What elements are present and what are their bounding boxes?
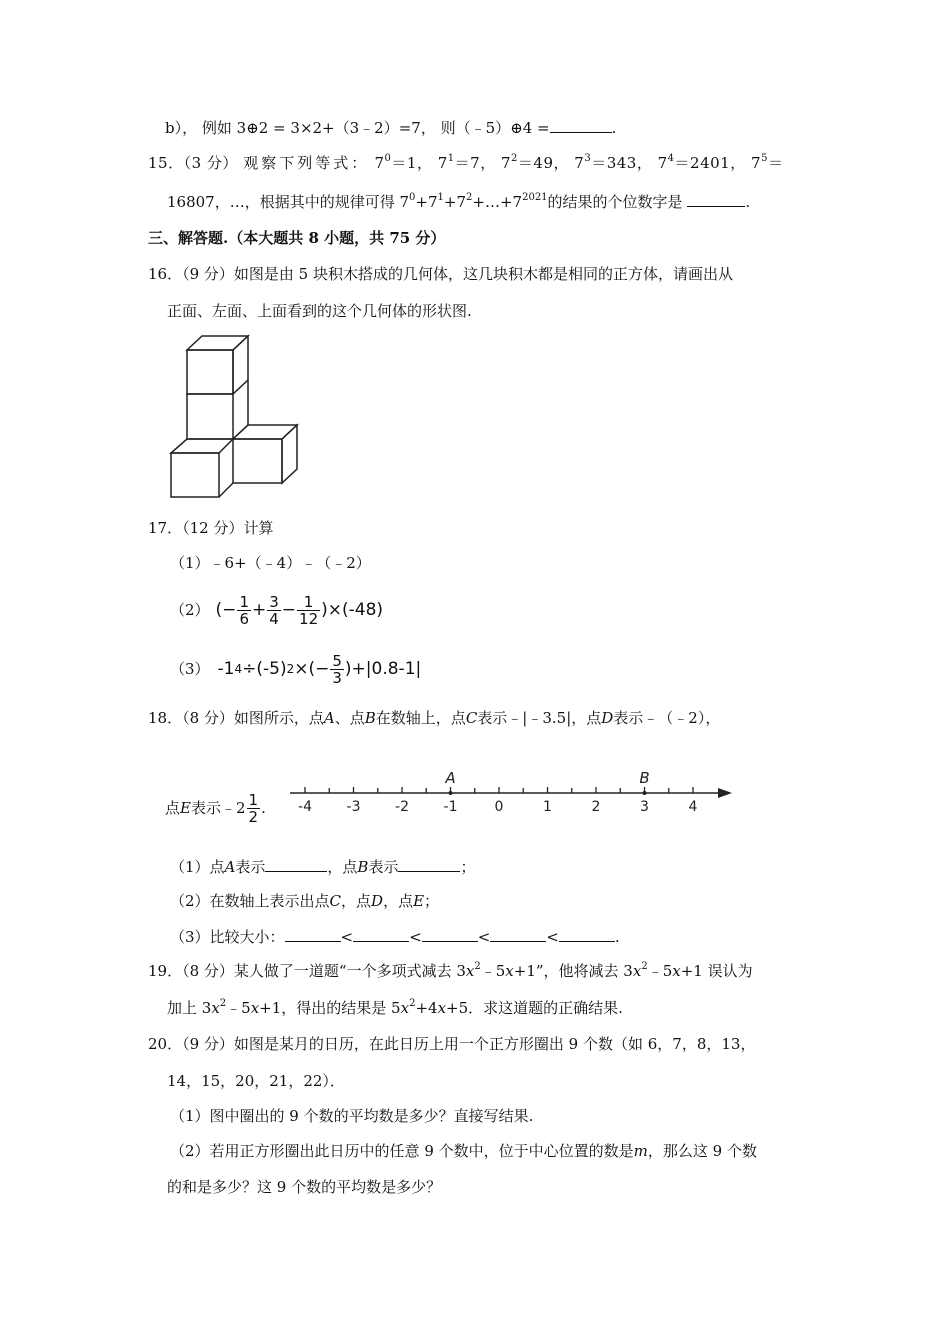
q18-part-2: （2）在数轴上表示出点C，点D，点E； (170, 892, 440, 910)
q15-line-2: 16807，…，根据其中的规律可得 $7^0+7^1+7^2+\dots+7^{2021}$的结果的个位数字是 . (167, 192, 751, 211)
axis-arrow (718, 788, 732, 798)
fraction: $\frac{1}{2}$ (248, 790, 259, 826)
q16-line-1: 16．（9 分）如图是由 5 块积木搭成的几何体，这几块积木都是相同的正方体，请画出从 (148, 265, 733, 283)
fraction: $\frac{1}{6}$ (239, 592, 249, 628)
point-b-label: B (639, 769, 650, 787)
q20-part-2: （2）若用正方形圈出此日历中的任意 9 个数中，位于中心位置的数是m，那么这 9 个数 (170, 1142, 757, 1160)
q20-line-1: 20．（9 分）如图是某月的日历，在此日历上用一个正方形圈出 9 个数（如 6，7，8，13， (148, 1035, 756, 1053)
q18-line-1: 18．（8 分）如图所示，点A、点B在数轴上，点C表示﹣|﹣3.5|，点D表示﹣（﹣2）， (148, 709, 721, 727)
tick-label: -2 (395, 799, 409, 815)
q16-line-2: 正面、左面、上面看到的这个几何体的形状图. (167, 302, 472, 320)
q17-part-3: （3） -1 4 ÷(-5) 2 ×(− $\frac{5}{3}$ )+|0.8-1| (170, 651, 422, 687)
section-3-heading: 三、解答题.（本大题共 8 小题，共 75 分） (148, 229, 446, 247)
q17-line-1: 17．（12 分）计算 (148, 519, 274, 537)
q19-line-1: 19．（8 分）某人做了一道题“一个多项式减去 $3x^2﹣5x+1$”，他将减去 $3x^2﹣5x+1$ 误认为 (148, 961, 753, 980)
tick-label: -4 (298, 799, 312, 815)
compare-blank-5[interactable] (559, 926, 615, 942)
q15-answer-blank[interactable] (687, 191, 745, 207)
point-b-blank[interactable] (398, 856, 460, 872)
cube-stack-figure (165, 333, 305, 501)
q20-line-2: 14，15，20，21，22）． (167, 1072, 345, 1090)
fraction: $\frac{1}{12}$ (299, 592, 319, 628)
fraction: $\frac{3}{4}$ (269, 592, 279, 628)
point-a-dot (449, 791, 453, 795)
tick-label: -3 (346, 799, 361, 815)
q14-answer-blank[interactable] (550, 117, 612, 133)
tick-label: 3 (640, 799, 649, 815)
q17-part-2: （2） (− $\frac{1}{6}$ + $\frac{3}{4}$ − $\frac{1}{12}$ )×(-48) (170, 592, 384, 628)
point-b-dot (643, 791, 647, 795)
tick-label: 2 (591, 799, 601, 815)
q18-line-2: 点 E 表示﹣2 $\frac{1}{2}$ . (165, 790, 266, 826)
q19-line-2: 加上 $3x^2﹣5x+1$，得出的结果是 $5x^2+4x+5$．求这道题的正确结果. (167, 998, 623, 1017)
number-line (290, 765, 740, 820)
fraction: $\frac{5}{3}$ (332, 651, 342, 687)
compare-blank-3[interactable] (422, 926, 478, 942)
tick-label: 1 (543, 799, 552, 815)
q20-line-5: 的和是多少？这 9 个数的平均数是多少？ (167, 1178, 442, 1196)
q15-line-1: 15．（3 分） 观察下列等式： $7^0=1$， $7^1=7$， $7^2=49$， $7^3=343$， $7^4=2401$， $7^5=$ (148, 153, 784, 172)
q18-part-3: （3）比较大小： < < < < . (170, 928, 620, 946)
q20-part-1: （1）图中圈出的 9 个数的平均数是多少？直接写结果. (170, 1107, 534, 1125)
compare-blank-1[interactable] (285, 926, 341, 942)
q17-part-1: （1）﹣6+（﹣4）﹣（﹣2） (170, 554, 371, 572)
point-a-blank[interactable] (265, 856, 327, 872)
point-a-label: A (445, 769, 456, 787)
tick-label: -1 (443, 799, 458, 815)
tick-label: 0 (494, 799, 504, 815)
q14-continuation: b）， 例如 3⊕2 = 3×2+（3﹣2）=7， 则（﹣5）⊕4 = . (165, 119, 617, 137)
tick-label: 4 (688, 799, 698, 815)
compare-blank-2[interactable] (353, 926, 409, 942)
compare-blank-4[interactable] (490, 926, 546, 942)
q18-part-1: （1）点A表示 ，点B表示 ； (170, 858, 476, 876)
